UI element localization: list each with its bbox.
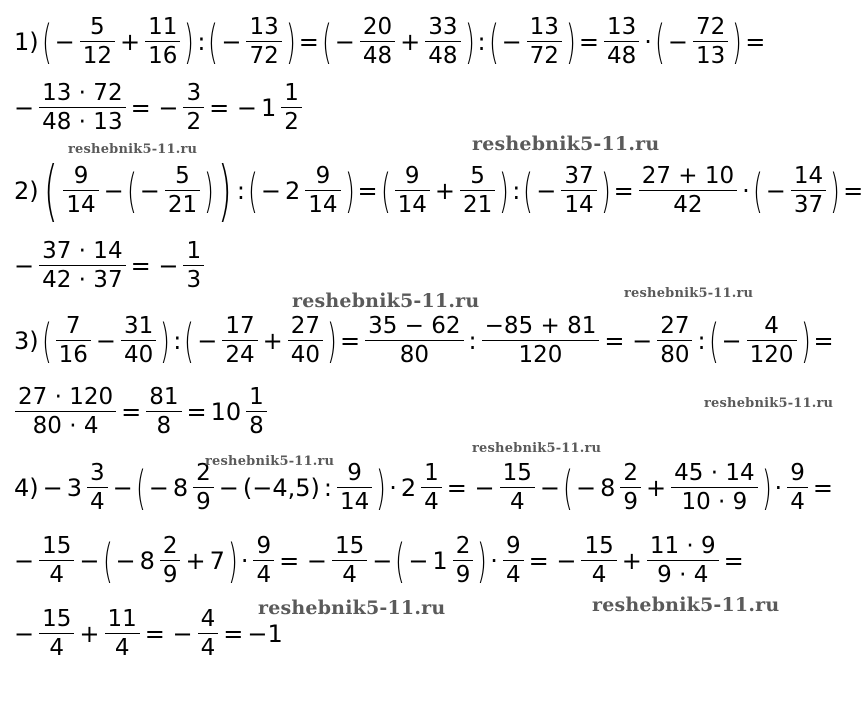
fraction: $\frac{37 \cdot 14}{42 \cdot 37}$ [39, 240, 125, 292]
fraction: $\frac{13}{72}$ [527, 16, 562, 68]
fraction: $\frac{7}{16}$ [56, 315, 91, 367]
fraction: $\frac{35 - 62}{80}$ [365, 315, 463, 367]
fraction: $\frac{15}{4}$ [500, 462, 535, 514]
fraction: $\frac{2}{9}$ [453, 535, 474, 587]
problem-label: 1) [14, 28, 39, 56]
fraction: $\frac{3}{2}$ [183, 82, 204, 134]
watermark: reshebnik5-11.ru [472, 441, 602, 456]
problem-label: 4) [14, 474, 39, 502]
problem-label: 3) [14, 327, 39, 355]
watermark: reshebnik5-11.ru [592, 594, 780, 616]
fraction: $\frac{81}{8}$ [146, 386, 181, 438]
fraction: $\frac{15}{4}$ [581, 535, 616, 587]
fraction: $\frac{11}{16}$ [145, 16, 180, 68]
fraction: $\frac{2}{9}$ [160, 535, 181, 587]
watermark: reshebnik5-11.ru [292, 290, 480, 312]
fraction: $\frac{11}{4}$ [105, 608, 140, 660]
fraction: $\frac{31}{40}$ [121, 315, 156, 367]
fraction: $\frac{9}{14}$ [337, 462, 372, 514]
fraction: $\frac{-85 + 81}{120}$ [482, 315, 600, 367]
fraction: $\frac{9}{14}$ [305, 165, 340, 217]
watermark: reshebnik5-11.ru [205, 454, 335, 469]
watermark: reshebnik5-11.ru [258, 597, 446, 619]
watermark: reshebnik5-11.ru [472, 133, 660, 155]
fraction: $\frac{13 \cdot 72}{48 \cdot 13}$ [39, 82, 125, 134]
problem-3-line-1: 3) ( $\frac{7}{16}$ − $\frac{31}{40}$ ) : ( − $\frac{17}{24}$ + $\frac{27}{40}$ ) = $\frac{35 - 62}{80}$ : $\frac{-85 + 81}{120}$ = − $\frac{27}{80}$ : ( − $\frac{4}{120}$ ) = [14, 313, 834, 368]
fraction: $\frac{37}{14}$ [561, 165, 596, 217]
fraction: $\frac{1}{2}$ [281, 82, 302, 134]
problem-2-line-1: 2) ( $\frac{9}{14}$ − ( − $\frac{5}{21}$ ) ) : ( − 2 $\frac{9}{14}$ ) = ( $\frac{9}{14}$ + $\frac{5}{21}$ ) : ( − $\frac{37}{14}$ ) = $\frac{27 + 10}{42}$ · ( − $\frac{14}{37}$ ) = [14, 152, 864, 229]
fraction: $\frac{9}{4}$ [253, 535, 274, 587]
problem-1-line-2: − $\frac{13 \cdot 72}{48 \cdot 13}$ = − $\frac{3}{2}$ = − 1 $\frac{1}{2}$ [12, 82, 305, 134]
fraction: $\frac{4}{120}$ [747, 315, 797, 367]
fraction: $\frac{27}{80}$ [657, 315, 692, 367]
fraction: $\frac{27}{40}$ [288, 315, 323, 367]
fraction: $\frac{27 \cdot 120}{80 \cdot 4}$ [15, 386, 116, 438]
problem-4-line-1: 4) − 3 $\frac{3}{4}$ − ( − 8 $\frac{2}{9}$ − (−4,5) : $\frac{9}{14}$ ) · 2 $\frac{1}{4}$ = − $\frac{15}{4}$ − ( − 8 $\frac{2}{9}$ + $\frac{45 \cdot 14}{10 \cdot 9}$ ) · $\frac{9}{4}$ = [14, 460, 833, 515]
fraction: $\frac{33}{48}$ [425, 16, 460, 68]
fraction: $\frac{3}{4}$ [87, 462, 108, 514]
problem-2-line-2: − $\frac{37 \cdot 14}{42 \cdot 37}$ = − $\frac{1}{3}$ [12, 240, 207, 292]
fraction: $\frac{1}{8}$ [246, 386, 267, 438]
fraction: $\frac{5}{21}$ [165, 165, 200, 217]
fraction: $\frac{9}{4}$ [503, 535, 524, 587]
problem-1-line-1: 1) ( − $\frac{5}{12}$ + $\frac{11}{16}$ ) : ( − $\frac{13}{72}$ ) = ( − $\frac{20}{48}$ + $\frac{33}{48}$ ) : ( − $\frac{13}{72}$ ) = $\frac{13}{48}$ · ( − $\frac{72}{13}$ ) = [14, 14, 766, 69]
fraction: $\frac{5}{21}$ [460, 165, 495, 217]
fraction: $\frac{20}{48}$ [360, 16, 395, 68]
problem-4-line-2: − $\frac{15}{4}$ − ( − 8 $\frac{2}{9}$ + 7 ) · $\frac{9}{4}$ = − $\frac{15}{4}$ − ( − 1 $\frac{2}{9}$ ) · $\frac{9}{4}$ = − $\frac{15}{4}$ + $\frac{11 \cdot 9}{9 \cdot 4}$ = [14, 533, 744, 588]
fraction: $\frac{11 \cdot 9}{9 \cdot 4}$ [647, 535, 719, 587]
fraction: $\frac{13}{48}$ [604, 16, 639, 68]
fraction: $\frac{2}{9}$ [193, 462, 214, 514]
fraction: $\frac{1}{4}$ [421, 462, 442, 514]
fraction: $\frac{9}{14}$ [395, 165, 430, 217]
watermark: reshebnik5-11.ru [624, 286, 754, 301]
fraction: $\frac{14}{37}$ [791, 165, 826, 217]
problem-3-line-2: $\frac{27 \cdot 120}{80 \cdot 4}$ = $\frac{81}{8}$ = 10 $\frac{1}{8}$ [12, 386, 270, 438]
fraction: $\frac{45 \cdot 14}{10 \cdot 9}$ [671, 462, 757, 514]
fraction: $\frac{9}{14}$ [63, 165, 98, 217]
problem-label: 2) [14, 177, 39, 205]
fraction: $\frac{5}{12}$ [80, 16, 115, 68]
fraction: $\frac{2}{9}$ [620, 462, 641, 514]
fraction: $\frac{1}{3}$ [183, 240, 204, 292]
fraction: $\frac{17}{24}$ [222, 315, 257, 367]
fraction: $\frac{72}{13}$ [693, 16, 728, 68]
fraction: $\frac{9}{4}$ [787, 462, 808, 514]
fraction: $\frac{15}{4}$ [39, 608, 74, 660]
fraction: $\frac{15}{4}$ [39, 535, 74, 587]
fraction: $\frac{4}{4}$ [198, 608, 219, 660]
fraction: $\frac{13}{72}$ [246, 16, 281, 68]
fraction: $\frac{27 + 10}{42}$ [639, 165, 737, 217]
watermark: reshebnik5-11.ru [704, 396, 834, 411]
watermark: reshebnik5-11.ru [68, 142, 198, 157]
fraction: $\frac{15}{4}$ [332, 535, 367, 587]
problem-4-line-3: − $\frac{15}{4}$ + $\frac{11}{4}$ = − $\frac{4}{4}$ = −1 [14, 606, 283, 661]
